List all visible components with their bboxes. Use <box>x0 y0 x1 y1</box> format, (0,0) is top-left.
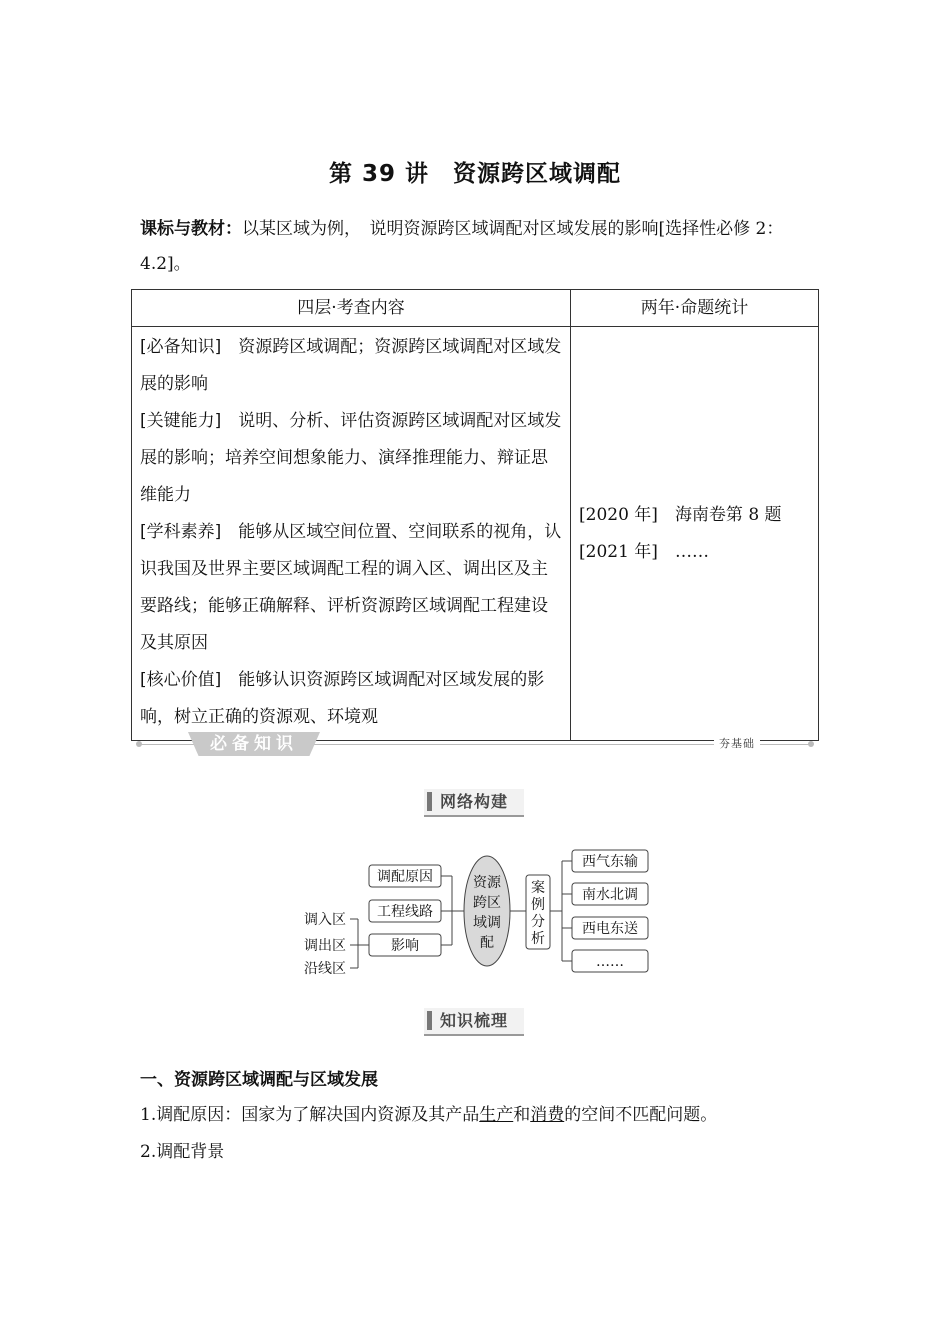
table-header-right: 两年·命题统计 <box>571 290 819 327</box>
case-text: 析 <box>531 931 545 947</box>
section-bar-dot <box>808 741 814 747</box>
section-bar-label: 必备知识 <box>210 734 298 754</box>
section-bar <box>140 730 810 760</box>
left-label: 调出区 <box>304 938 346 954</box>
case-text: 案 <box>531 880 545 896</box>
stat-text: 海南卷第 8 题 <box>674 504 782 525</box>
exam-stats-cell <box>571 327 819 741</box>
blank-production: 生产 <box>479 1105 514 1125</box>
knowledge-heading-text: 知识梳理 <box>440 1011 509 1030</box>
center-text: 域调 <box>473 915 501 931</box>
content-tag: [学科素养] <box>140 522 222 542</box>
content-text: 能够从区域空间位置、空间联系的视角，认识我国及世界主要区域调配工程的调入区、调出区及主要路线；能够正确解释、评析资源跨区域调配工程建设及其原因 <box>140 522 562 653</box>
network-heading-text: 网络构建 <box>440 792 509 811</box>
case-item-text: 南水北调 <box>582 887 638 903</box>
network-diagram <box>290 835 670 985</box>
heading-marker <box>427 792 432 811</box>
page-title: 第 39 讲 资源跨区域调配 <box>328 161 622 187</box>
stat-year: [2021 年] <box>579 541 658 562</box>
left-box-text: 调配原因 <box>377 869 433 885</box>
left-label: 调入区 <box>304 912 346 928</box>
network-heading <box>424 789 524 817</box>
table-header-left: 四层·考查内容 <box>132 290 571 327</box>
knowledge-heading <box>424 1008 524 1036</box>
left-box-text: 影响 <box>391 938 419 954</box>
case-text: 例 <box>531 897 545 913</box>
content-tag: [必备知识] <box>140 337 222 357</box>
stat-item <box>579 497 810 534</box>
section-heading: 一、资源跨区域调配与区域发展 <box>140 1070 378 1090</box>
reason-end: 的空间不匹配问题。 <box>564 1105 718 1125</box>
left-label: 沿线区 <box>304 961 346 977</box>
blank-consumption: 消费 <box>530 1105 565 1125</box>
heading-marker <box>427 1011 432 1030</box>
center-text: 跨区 <box>473 895 501 911</box>
stat-text: …… <box>674 541 709 562</box>
case-item-text: 西电东送 <box>582 921 638 937</box>
content-text: 能够认识资源跨区域调配对区域发展的影响，树立正确的资源观、环境观 <box>140 670 545 727</box>
exam-content-cell <box>132 327 571 741</box>
standard-label: 课标与教材： <box>140 219 242 239</box>
left-box-text: 工程线路 <box>377 904 433 920</box>
content-item <box>140 403 562 514</box>
paragraph-background: 2.调配背景 <box>140 1142 225 1162</box>
stat-item <box>579 534 810 571</box>
content-tag: [关键能力] <box>140 411 222 431</box>
content-item <box>140 329 562 403</box>
content-tag: [核心价值] <box>140 670 222 690</box>
section-bar-right: 夯基础 <box>714 735 760 751</box>
case-text: 分 <box>531 914 545 930</box>
section-bar-dot <box>136 741 142 747</box>
case-item-text: …… <box>596 954 624 970</box>
center-text: 配 <box>480 935 494 951</box>
content-text: 资源跨区域调配；资源跨区域调配对区域发展的影响 <box>140 337 562 394</box>
exam-content-table <box>131 289 819 741</box>
case-item-text: 西气东输 <box>582 854 638 870</box>
stat-year: [2020 年] <box>579 504 658 525</box>
reason-and: 和 <box>513 1105 531 1125</box>
standard-text: 以某区域为例， 说明资源跨区域调配对区域发展的影响[选择性必修 2：4.2]。 <box>140 219 784 274</box>
curriculum-standard <box>140 212 820 282</box>
reason-label: 1.调配原因： <box>140 1105 242 1125</box>
content-item <box>140 514 562 662</box>
center-text: 资源 <box>473 875 501 891</box>
content-text: 说明、分析、评估资源跨区域调配对区域发展的影响；培养空间想象能力、演绎推理能力、辩证思维能力 <box>140 411 562 505</box>
content-item <box>140 662 562 736</box>
reason-text: 国家为了解决国内资源及其产品 <box>241 1105 480 1125</box>
paragraph-reason <box>140 1098 717 1133</box>
